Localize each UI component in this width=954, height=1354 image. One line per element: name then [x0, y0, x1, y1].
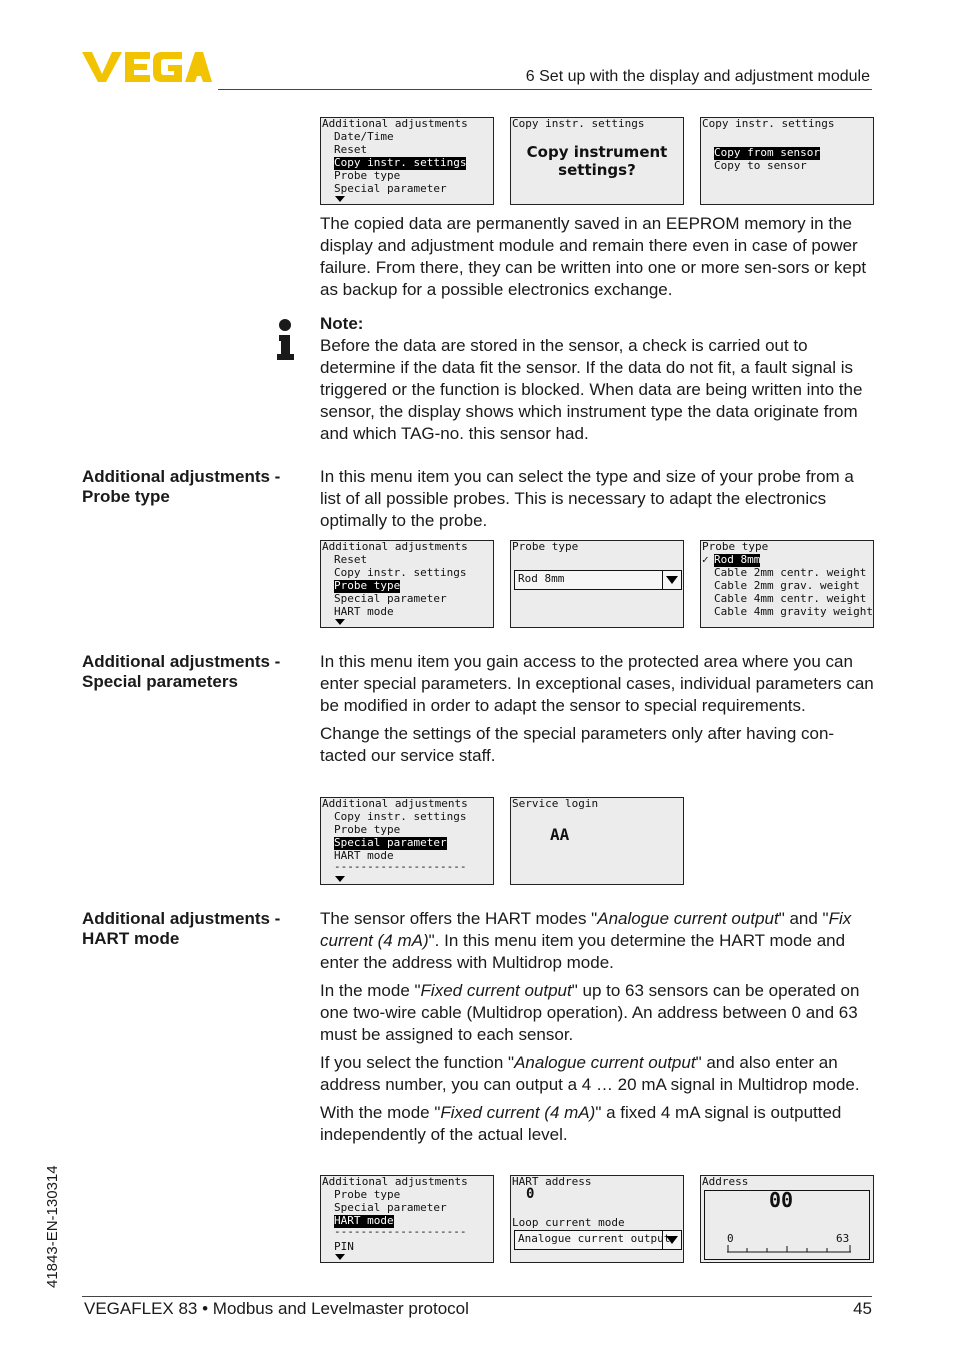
- screen-title: Service login: [512, 797, 599, 810]
- scale-min: 0: [727, 1232, 734, 1245]
- text-run: In the mode ": [320, 981, 421, 1000]
- menu-item: Reset: [334, 143, 368, 156]
- special-parameters-paragraphs: [320, 651, 876, 767]
- text-run-italic: Analogue current output: [597, 909, 779, 928]
- screen-hart-address: [510, 1175, 684, 1263]
- side-heading-line: Additional adjustments -: [82, 909, 281, 928]
- menu-item: HART mode: [334, 849, 394, 862]
- vega-logo: [82, 50, 212, 84]
- option: Cable 2mm grav. weight: [714, 579, 860, 592]
- menu-item-selected: Special parameter: [334, 836, 447, 849]
- option: Cable 2mm centr. weight: [714, 566, 867, 579]
- probe-type-paragraph: [320, 466, 876, 532]
- side-heading-probe-type: [82, 467, 312, 507]
- text-run: " up to 63 sensors can be operated on one two-wire cable (Multidrop operation). An address between 0 and 63 must be assigned to each sensor.: [320, 981, 860, 1044]
- screen-copy-direction: [700, 117, 874, 205]
- text-run: ". In this menu item you determine the HART mode and enter the address with Multidrop mode.: [320, 931, 846, 972]
- screen-title: Probe type: [512, 540, 579, 553]
- screen-additional-adjustments-copy: [320, 117, 494, 205]
- question-line: Copy instrument: [526, 143, 668, 161]
- screen-additional-adjustments-special: [320, 797, 494, 885]
- text-run: If you select the function ": [320, 1053, 515, 1072]
- menu-item: Probe type: [334, 823, 401, 836]
- text-run-italic: Analogue current output: [514, 1053, 696, 1072]
- option: Cable 4mm centr. weight: [714, 592, 867, 605]
- side-heading-line: Additional adjustments -: [82, 652, 281, 671]
- scroll-down-icon: [335, 876, 345, 882]
- option-selected: Copy from sensor: [714, 146, 820, 159]
- section-title: 6 Set up with the display and adjustment module: [525, 68, 870, 85]
- login-code: AA: [550, 825, 570, 844]
- scroll-down-icon: [335, 1254, 345, 1260]
- menu-item: Special parameter: [334, 182, 447, 195]
- menu-item: Special parameter: [334, 592, 447, 605]
- side-heading-line: Special parameters: [82, 672, 238, 691]
- footer-title: VEGAFLEX 83 • Modbus and Levelmaster protocol: [84, 1299, 469, 1318]
- screen-service-login: [510, 797, 684, 885]
- paragraph-text: [320, 1102, 876, 1146]
- menu-item: Copy instr. settings: [334, 566, 467, 579]
- menu-item: Probe type: [334, 1188, 401, 1201]
- scroll-down-icon: [335, 196, 345, 202]
- menu-item: Date/Time: [334, 130, 394, 143]
- paragraph-text: In this menu item you can select the type and size of your probe from a list of all possible probes. This is necessary to adapt the electronics optimally to the probe.: [320, 467, 854, 530]
- option-selected: Rod 8mm: [714, 553, 761, 566]
- menu-item: Copy instr. settings: [334, 810, 467, 823]
- screen-title: Copy instr. settings: [702, 117, 835, 130]
- screen-title: Copy instr. settings: [512, 117, 645, 130]
- screen-copy-question: [510, 117, 684, 205]
- option: Copy to sensor: [714, 159, 807, 172]
- side-heading-special-parameters: [82, 652, 312, 692]
- page-number: 45: [853, 1299, 872, 1318]
- screen-additional-adjustments-hart: [320, 1175, 494, 1263]
- paragraph-text: [320, 1052, 876, 1096]
- address-scale: [727, 1244, 853, 1254]
- menu-item: Special parameter: [334, 1201, 447, 1214]
- paragraph-text: The copied data are permanently saved in an EEPROM memory in the display and adjustment module and remain there even in case of power failure. From there, they can be written into one or more sen-sors or kept as backup for a possible electronics exchange.: [320, 214, 867, 299]
- screen-probe-type-select: [510, 540, 684, 628]
- text-run: With the mode ": [320, 1103, 441, 1122]
- text-run: " and ": [778, 909, 829, 928]
- probe-type-dropdown: [514, 570, 682, 590]
- text-run-italic: Fixed current output: [420, 981, 572, 1000]
- dropdown-value: Rod 8mm: [518, 572, 565, 585]
- loop-current-dropdown: [514, 1230, 682, 1250]
- paragraph-text: [320, 908, 876, 974]
- menu-item: PIN: [334, 1240, 354, 1253]
- menu-item: HART mode: [334, 605, 394, 618]
- screen-title: Probe type: [702, 540, 769, 553]
- separator-line: --------------------: [334, 1225, 467, 1238]
- side-heading-line: Probe type: [82, 487, 170, 506]
- text-run: " and also enter an address number, you can output a 4 … 20 mA signal in Multidrop mode.: [320, 1053, 860, 1094]
- screen-title: Additional adjustments: [322, 540, 468, 553]
- screen-probe-type-list: [700, 540, 874, 628]
- screen-title: HART address: [512, 1175, 592, 1188]
- document-id: 41843-EN-130314: [44, 1165, 61, 1288]
- question-line: settings?: [558, 161, 636, 179]
- option: Cable 4mm gravity weight: [714, 605, 873, 618]
- dropdown-value: Analogue current output: [518, 1232, 671, 1245]
- hart-mode-paragraphs: [320, 908, 876, 1146]
- hart-address-value: 0: [526, 1186, 535, 1202]
- screen-title: Address: [702, 1175, 749, 1188]
- menu-item-selected: Probe type: [334, 579, 401, 592]
- separator-line: --------------------: [334, 860, 467, 873]
- side-heading-line: HART mode: [82, 929, 180, 948]
- scale-max: 63: [836, 1232, 850, 1245]
- note-block: [320, 313, 876, 445]
- intro-paragraph: [320, 213, 876, 301]
- address-value: 00: [769, 1188, 794, 1212]
- menu-item: Probe type: [334, 169, 401, 182]
- text-run-italic: Fix current (4 mA): [320, 909, 852, 950]
- side-heading-line: Additional adjustments -: [82, 467, 281, 486]
- note-title: Note:: [320, 314, 364, 333]
- note-text: Before the data are stored in the sensor, a check is carried out to determine if the data fit the sensor. If the data do not fit, a fault signal is triggered or the function is blocked. When data are being written into the sensor, the display shows which instrument type the data originate from and which TAG-no. this sensor had.: [320, 336, 863, 443]
- text-run: " a fixed 4 mA signal is outputted independently of the actual level.: [320, 1103, 842, 1144]
- screen-additional-adjustments-probe: [320, 540, 494, 628]
- info-icon: [276, 319, 294, 361]
- screen-address-editor: [700, 1175, 874, 1263]
- footer-divider: [82, 1296, 872, 1297]
- scroll-down-icon: [335, 619, 345, 625]
- paragraph-text: [320, 980, 876, 1046]
- chevron-down-icon: [662, 1231, 681, 1249]
- header-divider: [218, 89, 872, 90]
- screen-title: Additional adjustments: [322, 117, 468, 130]
- screen-title: Additional adjustments: [322, 797, 468, 810]
- menu-item-selected: HART mode: [334, 1214, 394, 1227]
- screen-title: Additional adjustments: [322, 1175, 468, 1188]
- checkmark-icon: ✓: [702, 553, 709, 566]
- menu-item-selected: Copy instr. settings: [334, 156, 467, 169]
- menu-item: Reset: [334, 553, 368, 566]
- loop-current-label: Loop current mode: [512, 1216, 625, 1229]
- paragraph-text: In this menu item you gain access to the protected area where you can enter special parameters. In exceptional cases, individual parameters can be modified in order to adapt the sensor to special requirements.: [320, 652, 874, 715]
- chevron-down-icon: [662, 571, 681, 589]
- text-run: The sensor offers the HART modes ": [320, 909, 598, 928]
- side-heading-hart-mode: [82, 909, 312, 949]
- paragraph-text: Change the settings of the special parameters only after having con-tacted our service staff.: [320, 724, 835, 765]
- text-run-italic: Fixed current (4 mA): [440, 1103, 596, 1122]
